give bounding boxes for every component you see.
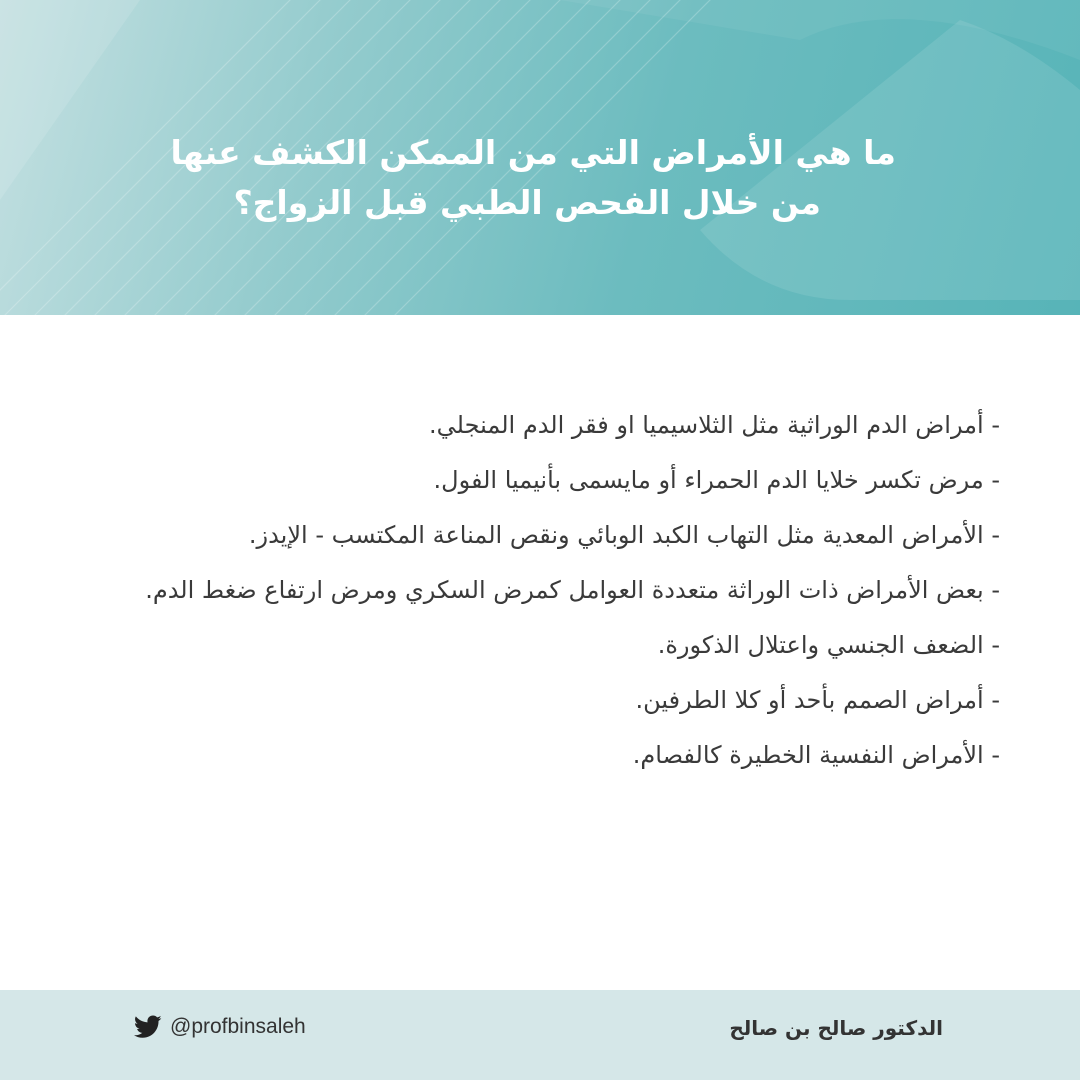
author-name: الدكتور صالح بن صالح xyxy=(729,1016,943,1040)
twitter-bird-icon xyxy=(134,1015,162,1039)
list-item: - الأمراض المعدية مثل التهاب الكبد الوبائي ونقص المناعة المكتسب - الإيدز. xyxy=(248,521,1000,549)
page-title xyxy=(160,128,896,228)
title-line-1: ما هي الأمراض التي من الممكن الكشف عنها xyxy=(170,133,896,172)
header-banner xyxy=(0,0,1080,315)
list-item: - الضعف الجنسي واعتلال الذكورة. xyxy=(657,631,1000,659)
list-item: - مرض تكسر خلايا الدم الحمراء أو مايسمى بأنيميا الفول. xyxy=(433,466,1000,494)
disease-list xyxy=(40,398,1000,783)
list-item: - أمراض الدم الوراثية مثل الثلاسيميا او فقر الدم المنجلي. xyxy=(429,411,1000,439)
title-line-2: من خلال الفحص الطبي قبل الزواج؟ xyxy=(233,183,821,222)
twitter-handle: @profbinsaleh xyxy=(170,1015,306,1038)
twitter-link[interactable] xyxy=(134,1015,306,1039)
list-item: - أمراض الصمم بأحد أو كلا الطرفين. xyxy=(635,686,1000,714)
list-item: - الأمراض النفسية الخطيرة كالفصام. xyxy=(632,741,1000,769)
list-item: - بعض الأمراض ذات الوراثة متعددة العوامل كمرض السكري ومرض ارتفاع ضغط الدم. xyxy=(145,576,1000,604)
footer xyxy=(0,990,1080,1080)
